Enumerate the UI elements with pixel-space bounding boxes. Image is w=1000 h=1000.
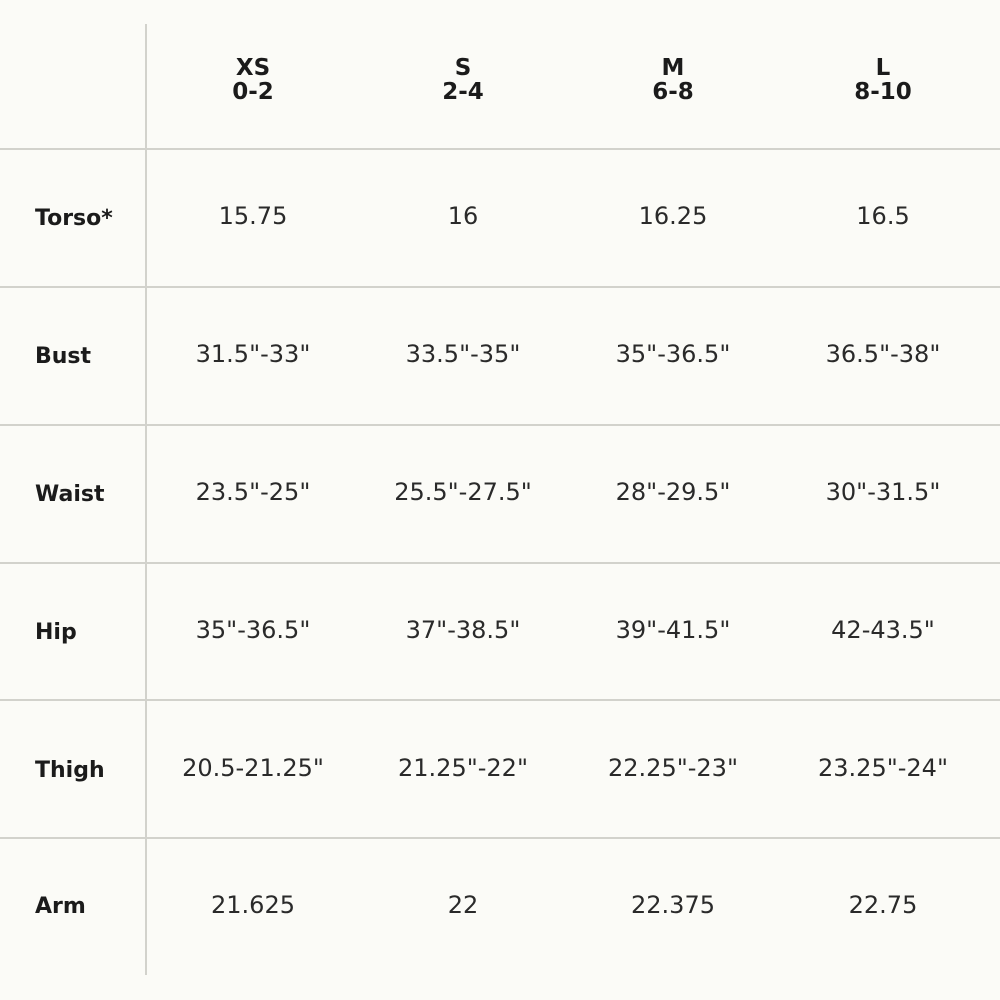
bust-xs-value: 31.5"-33" [195,340,311,368]
hip-s-value: 37"-38.5" [405,616,521,644]
waist-s-value: 25.5"-27.5" [394,478,532,506]
label-column-divider [145,24,147,975]
torso-s-value: 16 [447,202,479,230]
size-name: S [454,55,472,81]
size-name: XS [235,55,271,81]
torso-l-value: 16.5 [856,202,910,230]
row-label-arm: Arm [35,894,86,919]
thigh-l-value: 23.25"-24" [818,754,948,782]
arm-s-value: 22 [447,891,479,919]
arm-m-value: 22.375 [631,891,715,919]
size-range: 8-10 [854,79,912,105]
size-header-xs [148,56,358,104]
torso-xs-value: 15.75 [218,202,288,230]
row-label-torso: Torso* [35,206,113,231]
size-range: 2-4 [442,79,484,105]
torso-m-value: 16.25 [638,202,708,230]
row-label-thigh: Thigh [35,758,105,783]
size-header-m [568,56,778,104]
hip-m-value: 39"-41.5" [615,616,731,644]
arm-l-value: 22.75 [848,891,918,919]
arm-xs-value: 21.625 [211,891,295,919]
size-range: 0-2 [232,79,274,105]
row-divider [0,424,1000,426]
thigh-xs-value: 20.5-21.25" [182,754,324,782]
hip-xs-value: 35"-36.5" [195,616,311,644]
row-divider [0,562,1000,564]
bust-l-value: 36.5"-38" [825,340,941,368]
bust-m-value: 35"-36.5" [615,340,731,368]
row-divider [0,837,1000,839]
row-label-waist: Waist [35,482,105,507]
row-label-bust: Bust [35,344,92,369]
waist-m-value: 28"-29.5" [615,478,731,506]
size-header-l [778,56,988,104]
size-name: M [661,55,685,81]
thigh-m-value: 22.25"-23" [608,754,738,782]
header-divider [0,148,1000,150]
thigh-s-value: 21.25"-22" [398,754,528,782]
hip-l-value: 42-43.5" [831,616,935,644]
waist-xs-value: 23.5"-25" [195,478,311,506]
waist-l-value: 30"-31.5" [825,478,941,506]
size-name: L [875,55,891,81]
size-range: 6-8 [652,79,694,105]
row-divider [0,699,1000,701]
bust-s-value: 33.5"-35" [405,340,521,368]
row-label-hip: Hip [35,620,77,645]
row-divider [0,286,1000,288]
size-header-s [358,56,568,104]
